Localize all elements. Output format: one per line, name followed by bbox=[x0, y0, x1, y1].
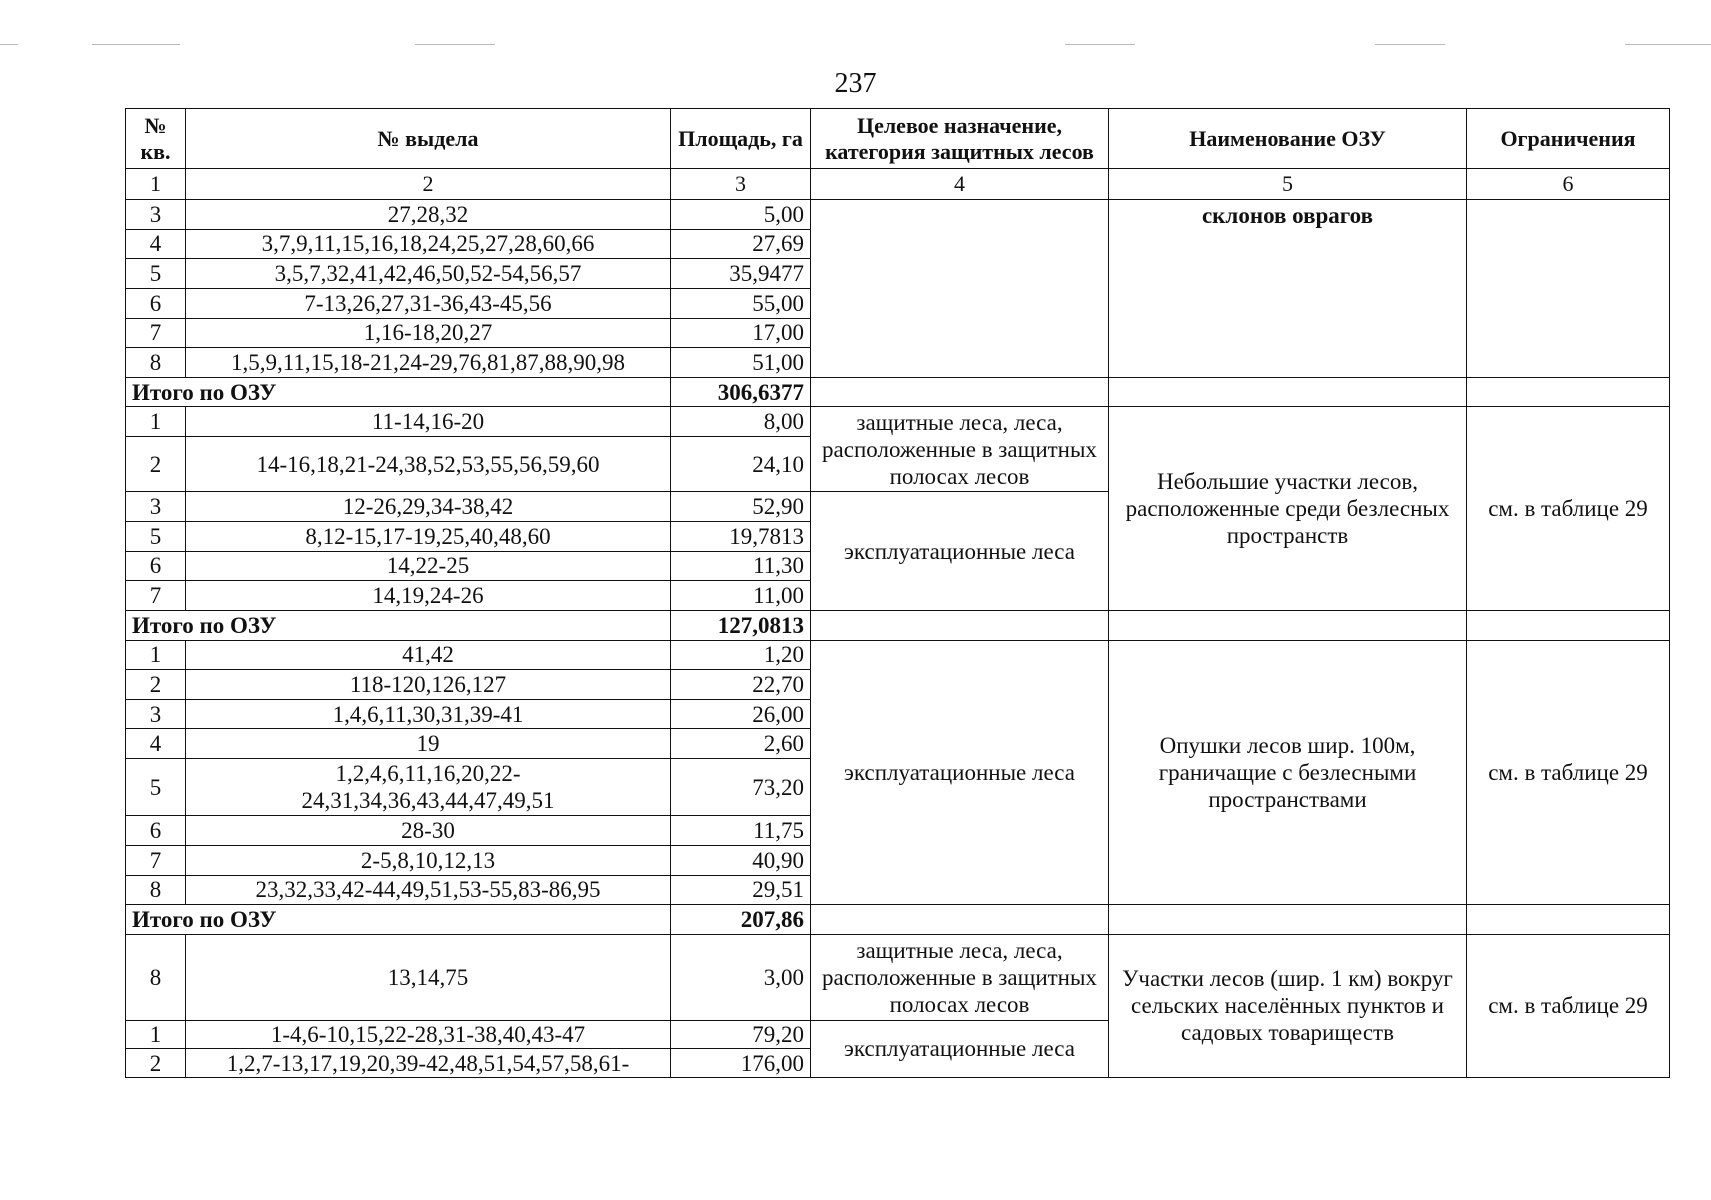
cell-area: 24,10 bbox=[671, 437, 811, 492]
total-area: 127,0813 bbox=[671, 610, 811, 640]
cell-purpose-empty bbox=[811, 200, 1109, 378]
scan-artifact-line bbox=[1375, 44, 1445, 45]
cell-kv: 3 bbox=[126, 200, 186, 230]
cell-kv: 2 bbox=[126, 670, 186, 700]
cell-area: 79,20 bbox=[671, 1020, 811, 1049]
cell-area: 1,20 bbox=[671, 640, 811, 670]
scan-artifact-line bbox=[1625, 44, 1711, 45]
cell-area: 51,00 bbox=[671, 348, 811, 378]
scan-artifact-line bbox=[92, 44, 180, 45]
cell-ozu: Небольшие участки лесов, расположенные среди безлесных пространств bbox=[1109, 407, 1467, 610]
cell-kv: 7 bbox=[126, 845, 186, 875]
total-area: 207,86 bbox=[671, 905, 811, 935]
header-purpose: Целевое назначение, категория защитных лесов bbox=[811, 109, 1109, 169]
header-area: Площадь, га bbox=[671, 109, 811, 169]
cell-area: 73,20 bbox=[671, 759, 811, 816]
cell-vydel: 1-4,6-10,15,22-28,31-38,40,43-47 bbox=[186, 1020, 671, 1049]
cell-vydel: 11-14,16-20 bbox=[186, 407, 671, 437]
table-row bbox=[126, 640, 1670, 670]
cell-purpose: эксплуатационные леса bbox=[811, 640, 1109, 905]
column-number: 2 bbox=[186, 169, 671, 200]
cell-empty bbox=[1109, 905, 1467, 935]
cell-vydel: 27,28,32 bbox=[186, 200, 671, 230]
column-number: 1 bbox=[126, 169, 186, 200]
cell-vydel: 3,5,7,32,41,42,46,50,52-54,56,57 bbox=[186, 259, 671, 289]
cell-purpose: эксплуатационные леса bbox=[811, 1020, 1109, 1077]
cell-empty bbox=[811, 610, 1109, 640]
cell-area: 22,70 bbox=[671, 670, 811, 700]
cell-kv: 1 bbox=[126, 640, 186, 670]
cell-area: 26,00 bbox=[671, 699, 811, 729]
header-ozu: Наименование ОЗУ bbox=[1109, 109, 1467, 169]
cell-ozu: Участки лесов (шир. 1 км) вокруг сельских населённых пунктов и садовых товариществ bbox=[1109, 934, 1467, 1077]
cell-vydel: 14,19,24-26 bbox=[186, 581, 671, 611]
total-row bbox=[126, 377, 1670, 407]
header-kv: № кв. bbox=[126, 109, 186, 169]
cell-vydel: 8,12-15,17-19,25,40,48,60 bbox=[186, 521, 671, 551]
cell-kv: 8 bbox=[126, 934, 186, 1020]
cell-restrictions: см. в таблице 29 bbox=[1467, 640, 1670, 905]
cell-vydel: 41,42 bbox=[186, 640, 671, 670]
cell-empty bbox=[1109, 610, 1467, 640]
cell-vydel: 1,16-18,20,27 bbox=[186, 318, 671, 348]
cell-kv: 1 bbox=[126, 1020, 186, 1049]
cell-vydel: 13,14,75 bbox=[186, 934, 671, 1020]
page-number: 237 bbox=[834, 68, 877, 99]
cell-area: 35,9477 bbox=[671, 259, 811, 289]
cell-vydel: 7-13,26,27,31-36,43-45,56 bbox=[186, 288, 671, 318]
scan-artifact-line bbox=[1065, 44, 1135, 45]
total-label: Итого по ОЗУ bbox=[126, 905, 671, 935]
cell-kv: 3 bbox=[126, 492, 186, 522]
cell-area: 52,90 bbox=[671, 492, 811, 522]
cell-area: 2,60 bbox=[671, 729, 811, 759]
header-restrictions: Ограничения bbox=[1467, 109, 1670, 169]
cell-vydel: 12-26,29,34-38,42 bbox=[186, 492, 671, 522]
column-number: 3 bbox=[671, 169, 811, 200]
cell-kv: 7 bbox=[126, 581, 186, 611]
cell-vydel: 2-5,8,10,12,13 bbox=[186, 845, 671, 875]
cell-vydel: 23,32,33,42-44,49,51,53-55,83-86,95 bbox=[186, 875, 671, 905]
cell-vydel: 19 bbox=[186, 729, 671, 759]
cell-kv: 2 bbox=[126, 1049, 186, 1078]
header-row bbox=[126, 109, 1670, 169]
cell-area: 11,00 bbox=[671, 581, 811, 611]
cell-ozu: склонов оврагов bbox=[1109, 200, 1467, 378]
ozu-table bbox=[125, 108, 1670, 1078]
column-number-row bbox=[126, 169, 1670, 200]
cell-purpose: эксплуатационные леса bbox=[811, 492, 1109, 611]
cell-kv: 5 bbox=[126, 759, 186, 816]
cell-kv: 2 bbox=[126, 437, 186, 492]
cell-empty bbox=[1109, 377, 1467, 407]
cell-ozu: Опушки лесов шир. 100м, граничащие с безлесными пространствами bbox=[1109, 640, 1467, 905]
cell-kv: 6 bbox=[126, 551, 186, 581]
cell-vydel: 1,5,9,11,15,18-21,24-29,76,81,87,88,90,98 bbox=[186, 348, 671, 378]
cell-vydel: 28-30 bbox=[186, 816, 671, 846]
cell-vydel: 1,2,4,6,11,16,20,22-24,31,34,36,43,44,47,49,51 bbox=[186, 759, 671, 816]
cell-restrictions: см. в таблице 29 bbox=[1467, 407, 1670, 610]
table-row bbox=[126, 934, 1670, 1020]
cell-purpose: защитные леса, леса, расположенные в защитных полосах лесов bbox=[811, 407, 1109, 492]
cell-kv: 5 bbox=[126, 521, 186, 551]
table-row bbox=[126, 200, 1670, 230]
table-row bbox=[126, 407, 1670, 437]
header-vydel: № выдела bbox=[186, 109, 671, 169]
total-row bbox=[126, 610, 1670, 640]
total-row bbox=[126, 905, 1670, 935]
cell-area: 19,7813 bbox=[671, 521, 811, 551]
total-area: 306,6377 bbox=[671, 377, 811, 407]
cell-area: 11,75 bbox=[671, 816, 811, 846]
cell-kv: 6 bbox=[126, 288, 186, 318]
column-number: 4 bbox=[811, 169, 1109, 200]
cell-restrictions-empty bbox=[1467, 200, 1670, 378]
cell-area: 40,90 bbox=[671, 845, 811, 875]
cell-vydel: 1,2,7-13,17,19,20,39-42,48,51,54,57,58,61- bbox=[186, 1049, 671, 1078]
column-number: 6 bbox=[1467, 169, 1670, 200]
cell-area: 11,30 bbox=[671, 551, 811, 581]
cell-kv: 8 bbox=[126, 875, 186, 905]
cell-kv: 4 bbox=[126, 729, 186, 759]
cell-vydel: 3,7,9,11,15,16,18,24,25,27,28,60,66 bbox=[186, 229, 671, 259]
cell-kv: 7 bbox=[126, 318, 186, 348]
cell-kv: 1 bbox=[126, 407, 186, 437]
cell-empty bbox=[811, 377, 1109, 407]
total-label: Итого по ОЗУ bbox=[126, 377, 671, 407]
cell-vydel: 14,22-25 bbox=[186, 551, 671, 581]
cell-area: 29,51 bbox=[671, 875, 811, 905]
cell-area: 17,00 bbox=[671, 318, 811, 348]
cell-area: 27,69 bbox=[671, 229, 811, 259]
cell-kv: 5 bbox=[126, 259, 186, 289]
cell-empty bbox=[1467, 377, 1670, 407]
scan-artifact-line bbox=[415, 44, 495, 45]
cell-empty bbox=[1467, 905, 1670, 935]
cell-purpose: защитные леса, леса, расположенные в защитных полосах лесов bbox=[811, 934, 1109, 1020]
cell-kv: 8 bbox=[126, 348, 186, 378]
cell-vydel: 118-120,126,127 bbox=[186, 670, 671, 700]
scan-artifact-line bbox=[0, 44, 18, 45]
cell-vydel: 14-16,18,21-24,38,52,53,55,56,59,60 bbox=[186, 437, 671, 492]
cell-kv: 4 bbox=[126, 229, 186, 259]
column-number: 5 bbox=[1109, 169, 1467, 200]
cell-kv: 6 bbox=[126, 816, 186, 846]
cell-kv: 3 bbox=[126, 699, 186, 729]
cell-area: 5,00 bbox=[671, 200, 811, 230]
cell-area: 3,00 bbox=[671, 934, 811, 1020]
cell-area: 176,00 bbox=[671, 1049, 811, 1078]
cell-empty bbox=[811, 905, 1109, 935]
cell-empty bbox=[1467, 610, 1670, 640]
cell-vydel: 1,4,6,11,30,31,39-41 bbox=[186, 699, 671, 729]
cell-area: 55,00 bbox=[671, 288, 811, 318]
total-label: Итого по ОЗУ bbox=[126, 610, 671, 640]
cell-area: 8,00 bbox=[671, 407, 811, 437]
cell-restrictions: см. в таблице 29 bbox=[1467, 934, 1670, 1077]
